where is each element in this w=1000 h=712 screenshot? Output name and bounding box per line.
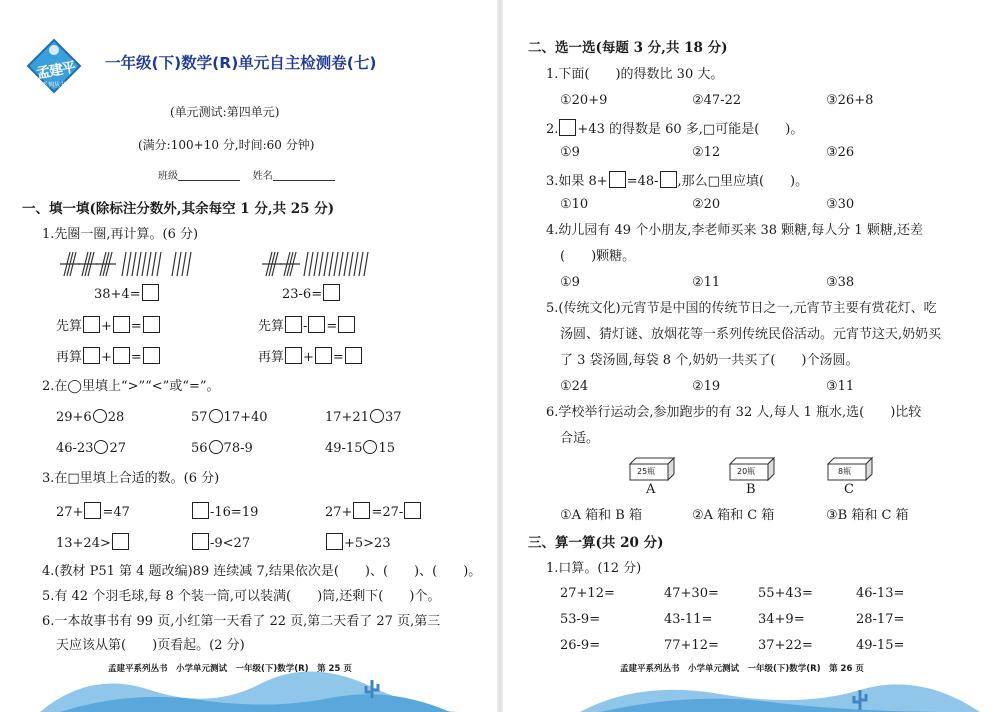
class-name-line <box>158 168 335 185</box>
crate-label: 8瓶 <box>838 467 852 476</box>
s2-q1-opt[interactable]: ②47-22 <box>692 93 742 108</box>
s1-q6-line1: 6.一本故事书有 99 页,小红第一天看了 22 页,第二天看了 27 页,第三 <box>42 614 441 629</box>
compare-circle[interactable] <box>370 409 384 423</box>
answer-box[interactable] <box>315 347 332 364</box>
sticks-bundle-b-icon <box>262 250 372 278</box>
answer-box[interactable] <box>308 316 325 333</box>
crate-name: A <box>646 482 656 497</box>
oral-calc-item: 26-9= <box>560 638 601 653</box>
answer-box[interactable] <box>113 347 130 364</box>
s2-q4-opt[interactable]: ②11 <box>692 275 721 290</box>
s2-q2-opt[interactable]: ①9 <box>560 145 580 160</box>
s2-q1: 1.下面( )的得数比 30 大。 <box>546 67 724 82</box>
answer-box[interactable] <box>143 347 160 364</box>
s3-q1: 1.口算。(12 分) <box>546 561 642 576</box>
answer-box[interactable] <box>142 284 159 301</box>
s1-q1-eq-a: 38+4= <box>94 284 160 303</box>
compare-circle[interactable] <box>93 409 107 423</box>
s1-q2-item: 57 17+40 <box>191 410 268 425</box>
oral-calc-item: 49-15= <box>856 638 905 653</box>
s2-q6-opt[interactable]: ③B 箱和 C 箱 <box>826 508 909 523</box>
s1-q1-first-b: 先算 - = <box>258 316 356 335</box>
s1-q2-item: 46-23 27 <box>56 441 127 456</box>
crate-name: B <box>746 482 756 497</box>
answer-box[interactable] <box>323 284 340 301</box>
score-info: (满分:100+10 分,时间:60 分钟) <box>138 138 315 152</box>
section2-heading: 二、选一选(每题 3 分,共 18 分) <box>528 40 728 56</box>
s1-q1-eq-b: 23-6= <box>282 284 341 303</box>
answer-box[interactable] <box>143 316 160 333</box>
answer-box[interactable] <box>83 347 100 364</box>
answer-box[interactable] <box>338 316 355 333</box>
class-label: 班级 <box>158 171 178 182</box>
logo-text: 孟建平 <box>35 59 77 83</box>
answer-box[interactable] <box>609 171 626 188</box>
compare-circle[interactable] <box>363 440 377 454</box>
s1-q3-item: 27+ =27- <box>325 502 422 521</box>
oral-calc-item: 53-9= <box>560 612 601 627</box>
crate-b <box>728 456 778 496</box>
s1-q3-item: -9<27 <box>191 533 250 552</box>
compare-circle[interactable] <box>209 409 223 423</box>
crate-label: 25瓶 <box>637 467 656 476</box>
s2-q4-opt[interactable]: ③38 <box>826 275 855 290</box>
s1-q6-line2: 天应该从第( )页看起。(2 分) <box>56 638 245 653</box>
answer-box[interactable] <box>345 347 362 364</box>
s2-q3-opt[interactable]: ③30 <box>826 197 855 212</box>
s1-q2-item: 29+6 28 <box>56 410 125 425</box>
s1-q2-item: 49-15 15 <box>325 441 396 456</box>
oral-calc-item: 27+12= <box>560 586 615 601</box>
answer-box[interactable] <box>285 316 302 333</box>
crate-label: 20瓶 <box>737 467 756 476</box>
class-field[interactable] <box>178 168 240 181</box>
s1-q2-item: 17+21 37 <box>325 410 402 425</box>
s2-q6-opt[interactable]: ①A 箱和 B 箱 <box>560 508 642 523</box>
s1-q1-then-a: 再算 + = <box>56 347 161 366</box>
compare-circle[interactable] <box>209 440 223 454</box>
s2-q5-line1: 5.(传统文化)元宵节是中国的传统节日之一,元宵节主要有赏花灯、吃 <box>546 301 937 316</box>
footer-wave-icon <box>0 650 500 712</box>
answer-box[interactable] <box>112 533 129 550</box>
s2-q1-opt[interactable]: ③26+8 <box>826 93 874 108</box>
s1-q3-item: 13+24> <box>56 533 130 552</box>
s2-q3-opt[interactable]: ①10 <box>560 197 589 212</box>
s1-q4: 4.(教材 P51 第 4 题改编)89 连续减 7,结果依次是( )、( )、( )。 <box>42 564 482 579</box>
s2-q6-opt[interactable]: ②A 箱和 C 箱 <box>692 508 775 523</box>
answer-box[interactable] <box>192 502 209 519</box>
s2-q5-opt[interactable]: ②19 <box>692 379 721 394</box>
right-page <box>500 0 1000 712</box>
answer-box[interactable] <box>326 533 343 550</box>
answer-box[interactable] <box>84 502 101 519</box>
s2-q3: 3.如果 8+ =48- ,那么□里应填( )。 <box>546 171 808 190</box>
s1-q2-item: 56 78-9 <box>191 441 253 456</box>
s2-q2: 2. +43 的得数是 60 多,□可能是( )。 <box>546 119 803 138</box>
s2-q5-line3: 了 3 袋汤圆,每袋 8 个,奶奶一共买了( )个汤圆。 <box>560 353 859 368</box>
s2-q3-opt[interactable]: ②20 <box>692 197 721 212</box>
oral-calc-item: 34+9= <box>758 612 805 627</box>
oral-calc-item: 28-17= <box>856 612 905 627</box>
sticks-bundle-a-icon <box>60 250 200 278</box>
s1-q3-item: +5>23 <box>325 533 391 552</box>
s1-q3-item: -16=19 <box>191 502 258 521</box>
oral-calc-item: 43-11= <box>664 612 713 627</box>
s2-q4-line2: ( )颗糖。 <box>560 249 636 264</box>
answer-box[interactable] <box>559 119 576 136</box>
answer-box[interactable] <box>113 316 130 333</box>
oral-calc-item: 47+30= <box>664 586 719 601</box>
s2-q6-line2: 合适。 <box>560 431 600 446</box>
answer-box[interactable] <box>660 171 677 188</box>
answer-box[interactable] <box>404 502 421 519</box>
s1-q3-item: 27+ =47 <box>56 502 130 521</box>
s2-q4-opt[interactable]: ①9 <box>560 275 580 290</box>
s1-q5: 5.有 42 个羽毛球,每 8 个装一筒,可以装满( )筒,还剩下( )个。 <box>42 589 441 604</box>
s1-q2-prompt: 2.在◯里填上“>”“<”或“=”。 <box>42 379 220 394</box>
compare-circle[interactable] <box>94 440 108 454</box>
crate-c <box>826 456 876 496</box>
s1-q1-first-a: 先算 + = <box>56 316 161 335</box>
section1-heading: 一、填一填(除标注分数外,其余每空 1 分,共 25 分) <box>22 201 335 217</box>
s2-q1-opt[interactable]: ①20+9 <box>560 93 608 108</box>
s2-q5-opt[interactable]: ①24 <box>560 379 589 394</box>
crate-name: C <box>844 482 854 497</box>
s2-q2-opt[interactable]: ②12 <box>692 145 721 160</box>
s1-q1-prompt: 1.先圈一圈,再计算。(6 分) <box>42 227 199 242</box>
subtitle: (单元测试:第四单元) <box>170 105 280 119</box>
s1-q1-then-b: 再算 + = <box>258 347 363 366</box>
section3-heading: 三、算一算(共 20 分) <box>528 535 664 551</box>
name-field[interactable] <box>273 168 335 181</box>
s2-q2-opt[interactable]: ③26 <box>826 145 855 160</box>
logo-subtext: 系列丛书 <box>42 82 67 89</box>
s2-q6-line1: 6.学校举行运动会,参加跑步的有 32 人,每人 1 瓶水,选( )比较 <box>546 405 922 420</box>
page-title: 一年级(下)数学(R)单元自主检测卷(七) <box>105 54 377 72</box>
s2-q4-line1: 4.幼儿园有 49 个小朋友,李老师买来 38 颗糖,每人分 1 颗糖,还差 <box>546 223 923 238</box>
answer-box[interactable] <box>353 502 370 519</box>
crate-a <box>628 456 678 496</box>
oral-calc-item: 46-13= <box>856 586 905 601</box>
s2-q5-opt[interactable]: ③11 <box>826 379 855 394</box>
name-label: 姓名 <box>252 171 273 182</box>
answer-box[interactable] <box>285 347 302 364</box>
answer-box[interactable] <box>192 533 209 550</box>
oral-calc-item: 77+12= <box>664 638 719 653</box>
s2-q5-line2: 汤圆、猜灯谜、放烟花等一系列传统民俗活动。元宵节这天,奶奶买 <box>560 327 942 342</box>
oral-calc-item: 55+43= <box>758 586 813 601</box>
footer-right: 孟建平系列丛书 小学单元测试 一年级(下)数学(R) 第 26 页 <box>620 664 864 674</box>
footer-left: 孟建平系列丛书 小学单元测试 一年级(下)数学(R) 第 25 页 <box>108 664 352 674</box>
s1-q3-prompt: 3.在□里填上合适的数。(6 分) <box>42 471 220 486</box>
answer-box[interactable] <box>83 316 100 333</box>
oral-calc-item: 37+22= <box>758 638 813 653</box>
